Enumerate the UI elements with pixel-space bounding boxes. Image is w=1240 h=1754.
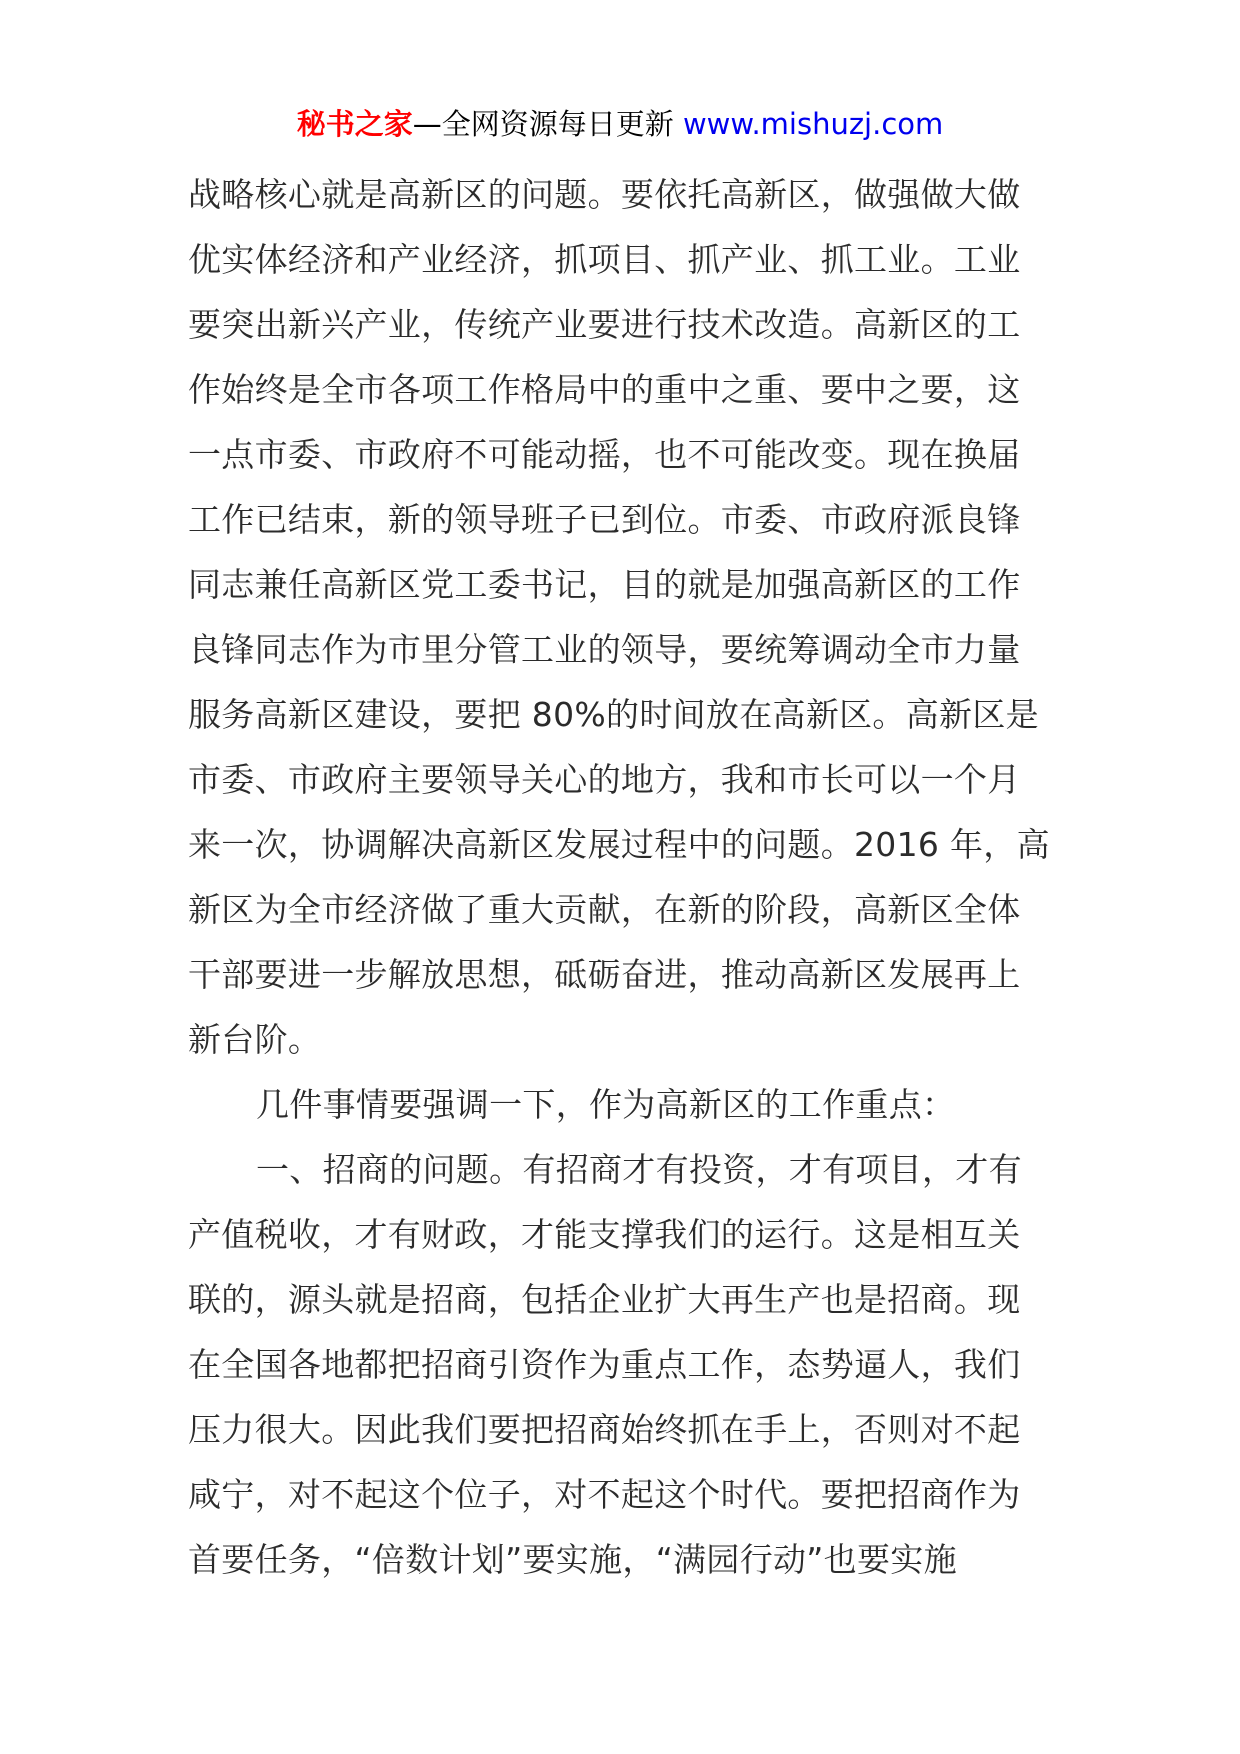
text-line: 产值税收，才有财政，才能支撑我们的运行。这是相互关: [188, 1215, 1021, 1254]
paragraph-start-line: 一、招商的问题。有招商才有投资，才有项目，才有: [256, 1150, 1022, 1189]
text-line: 服务高新区建设，要把 80%的时间放在高新区。高新区是: [188, 695, 1039, 734]
text-line: 首要任务，“倍数计划”要实施，“满园行动”也要实施: [188, 1540, 957, 1579]
text-line: 作始终是全市各项工作格局中的重中之重、要中之要，这: [188, 370, 1021, 409]
text-line: 同志兼任高新区党工委书记，目的就是加强高新区的工作: [188, 565, 1021, 604]
text-line: 工作已结束，新的领导班子已到位。市委、市政府派良锋: [188, 500, 1021, 539]
text-line: 市委、市政府主要领导关心的地方，我和市长可以一个月: [188, 760, 1021, 799]
text-line: 一点市委、市政府不可能动摇，也不可能改变。现在换届: [188, 435, 1021, 474]
text-line: 干部要进一步解放思想，砥砺奋进，推动高新区发展再上: [188, 955, 1021, 994]
text-line: 要突出新兴产业，传统产业要进行技术改造。高新区的工: [188, 305, 1021, 344]
text-line: 联的，源头就是招商，包括企业扩大再生产也是招商。现: [188, 1280, 1021, 1319]
text-line: 来一次，协调解决高新区发展过程中的问题。2016 年，高: [188, 825, 1050, 864]
document-body: [188, 162, 1058, 1592]
text-line: 咸宁，对不起这个位子，对不起这个时代。要把招商作为: [188, 1475, 1021, 1514]
text-line: 在全国各地都把招商引资作为重点工作，态势逼人，我们: [188, 1345, 1021, 1384]
website-link[interactable]: www.mishuzj.com: [682, 107, 944, 141]
header-tagline: —全网资源每日更新: [412, 107, 683, 141]
text-line: 压力很大。因此我们要把招商始终抓在手上，否则对不起: [188, 1410, 1021, 1449]
text-line: 新台阶。: [188, 1020, 322, 1059]
text-line: 优实体经济和产业经济，抓项目、抓产业、抓工业。工业: [188, 240, 1021, 279]
page-header: [0, 102, 1240, 146]
text-line: 战略核心就是高新区的问题。要依托高新区，做强做大做: [188, 175, 1021, 214]
paragraph-start-line: 几件事情要强调一下，作为高新区的工作重点：: [256, 1085, 956, 1124]
text-line: 良锋同志作为市里分管工业的领导，要统筹调动全市力量: [188, 630, 1021, 669]
text-line: 新区为全市经济做了重大贡献，在新的阶段，高新区全体: [188, 890, 1021, 929]
brand-name: 秘书之家: [296, 107, 413, 141]
